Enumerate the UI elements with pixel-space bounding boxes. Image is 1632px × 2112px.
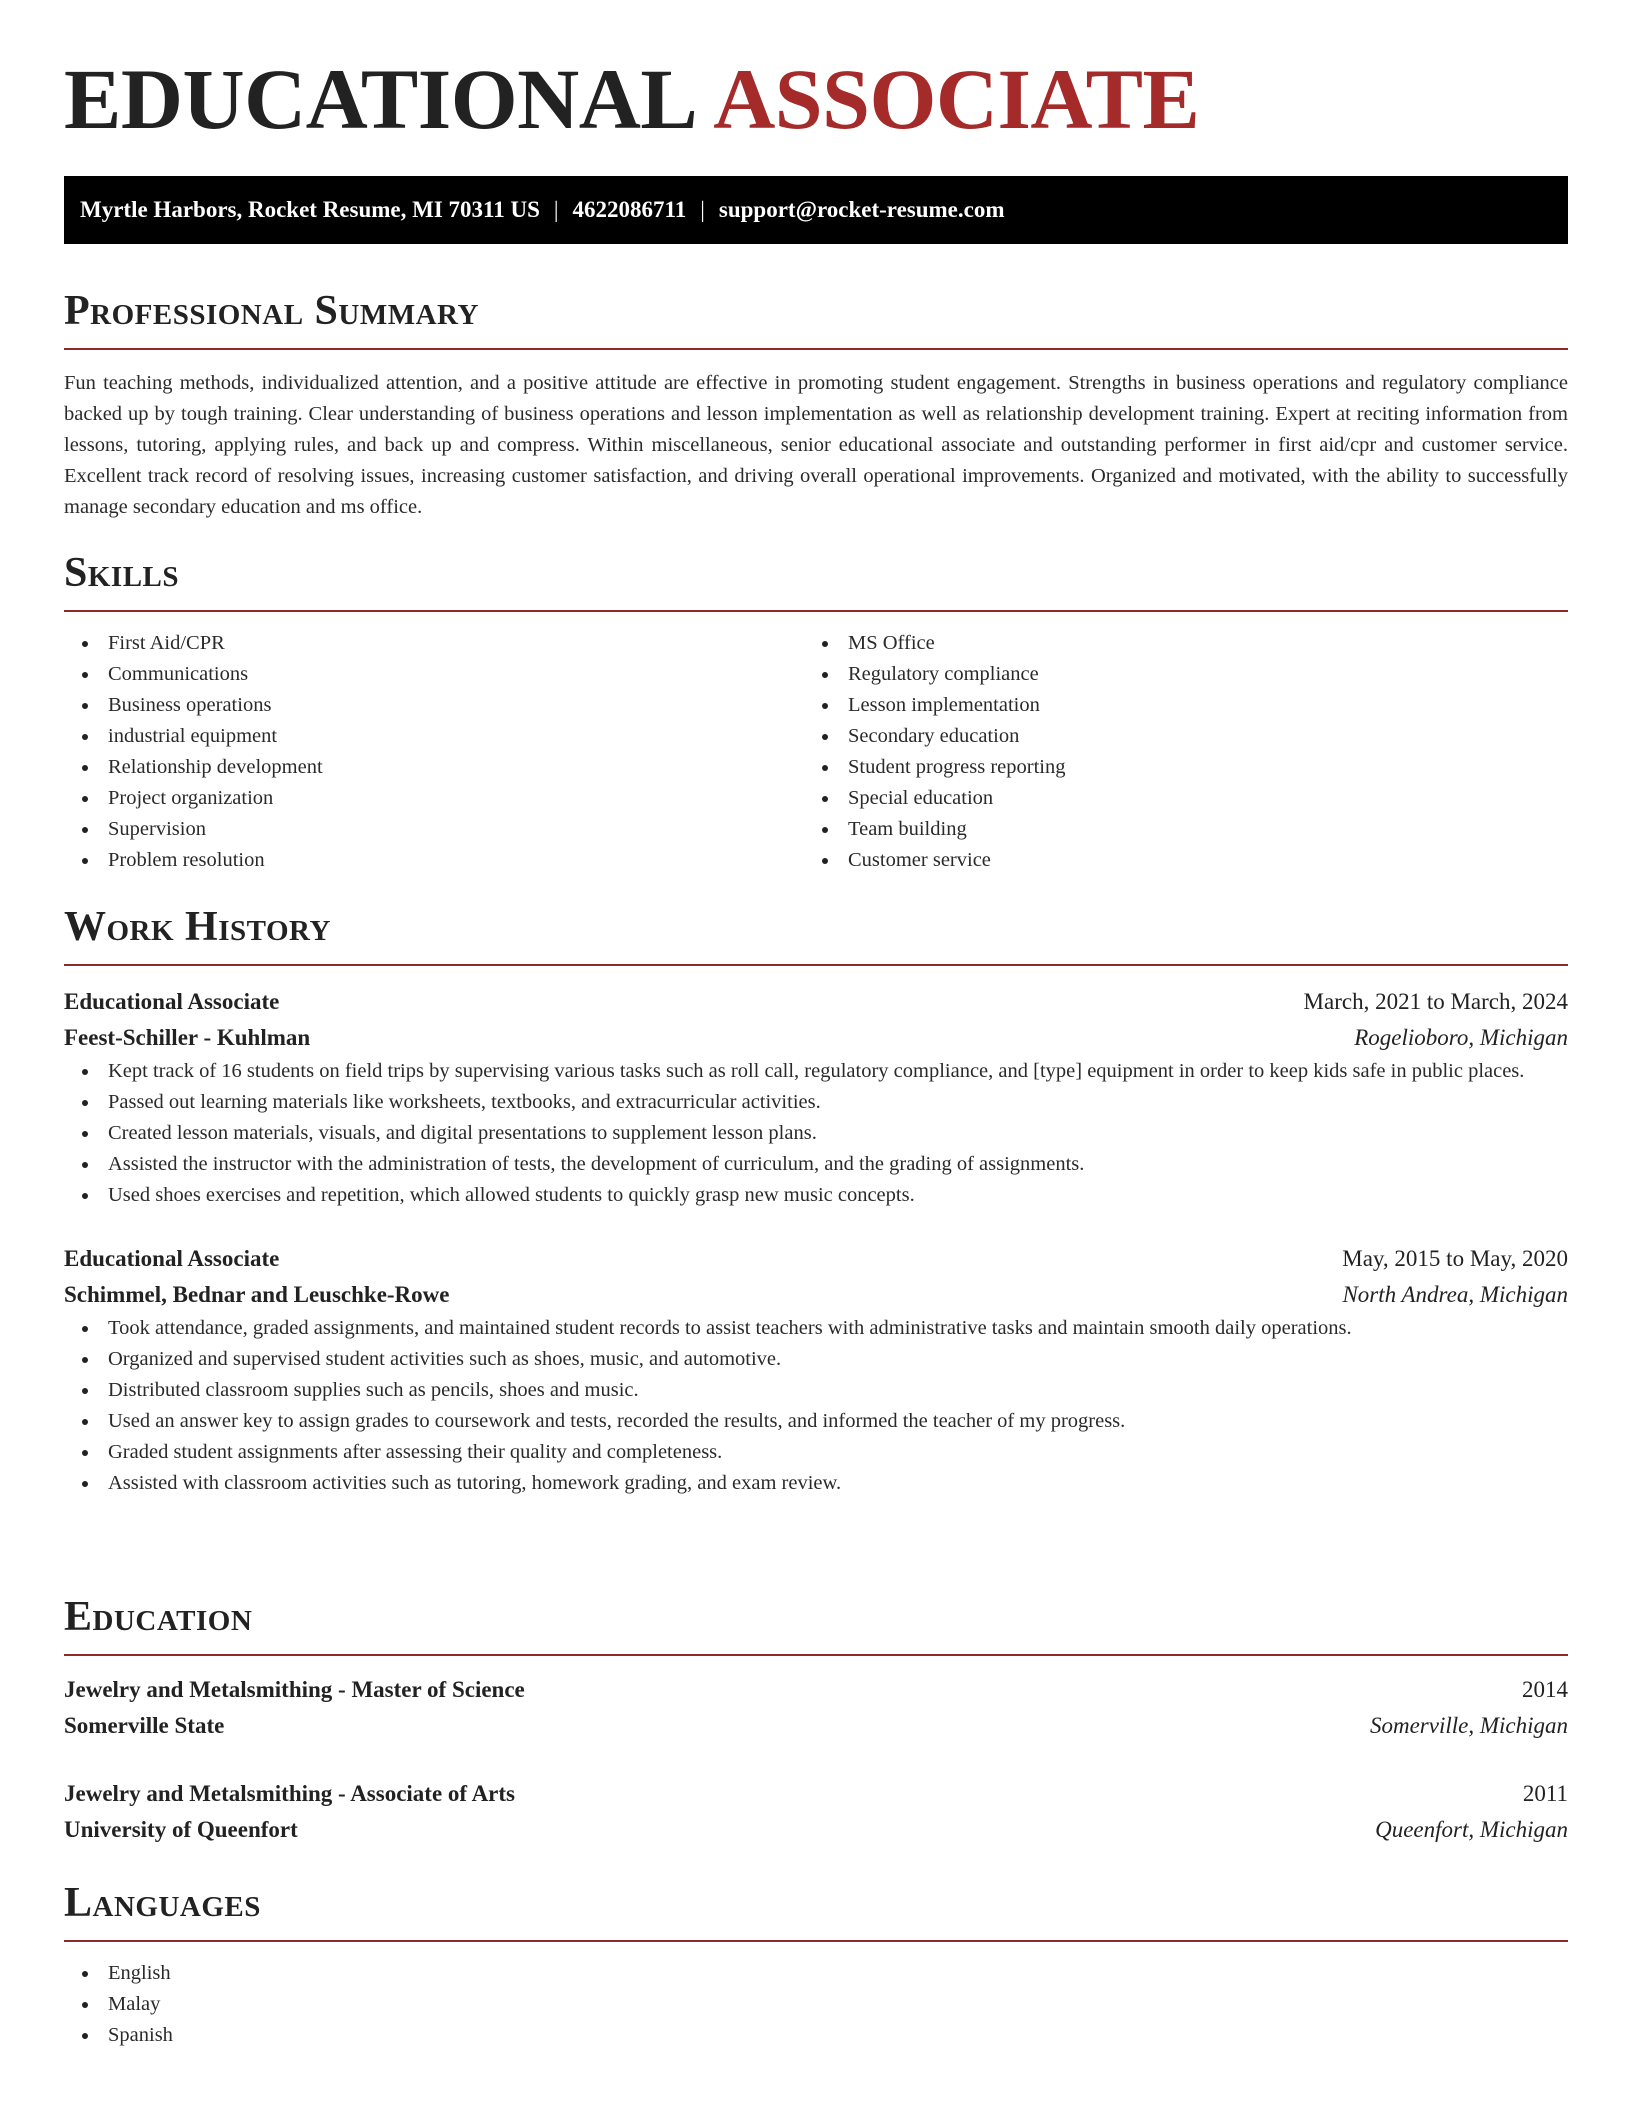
language-item: English bbox=[64, 1958, 1568, 1989]
duty-item: Passed out learning materials like worksheets, textbooks, and extracurricular activities. bbox=[64, 1087, 1568, 1118]
education-location: Somerville, Michigan bbox=[1369, 1713, 1568, 1738]
skill-item: Supervision bbox=[64, 814, 804, 845]
title-part-1: EDUCATIONAL bbox=[64, 51, 698, 147]
job-duties bbox=[64, 1056, 1568, 1211]
duty-item: Graded student assignments after assessing their quality and completeness. bbox=[64, 1437, 1568, 1468]
education-degree: Jewelry and Metalsmithing - Associate of Arts bbox=[64, 1781, 515, 1806]
work-heading: Work History bbox=[64, 904, 331, 950]
duty-item: Took attendance, graded assignments, and maintained student records to assist teachers with administrative tasks and maintain smooth daily operations. bbox=[64, 1313, 1568, 1344]
language-item: Malay bbox=[64, 1989, 1568, 2020]
job-entry bbox=[64, 1241, 1568, 1499]
education-header bbox=[64, 1672, 1568, 1708]
section-divider bbox=[64, 1654, 1568, 1656]
education-subheader bbox=[64, 1812, 1568, 1848]
skill-item: Secondary education bbox=[804, 721, 1544, 752]
job-subheader bbox=[64, 1020, 1568, 1056]
skill-item: Special education bbox=[804, 783, 1544, 814]
job-header bbox=[64, 984, 1568, 1020]
work-section bbox=[64, 906, 1568, 1499]
education-section bbox=[64, 1596, 1568, 1848]
skill-item: MS Office bbox=[804, 628, 1544, 659]
skill-item: Business operations bbox=[64, 690, 804, 721]
duty-item: Kept track of 16 students on field trips by supervising various tasks such as roll call, regulatory compliance, and [type] equipment in order to keep kids safe in public places. bbox=[64, 1056, 1568, 1087]
education-header bbox=[64, 1776, 1568, 1812]
skill-item: First Aid/CPR bbox=[64, 628, 804, 659]
skill-item: Team building bbox=[804, 814, 1544, 845]
education-year: 2011 bbox=[1522, 1781, 1568, 1806]
duty-item: Created lesson materials, visuals, and digital presentations to supplement lesson plans. bbox=[64, 1118, 1568, 1149]
summary-text: Fun teaching methods, individualized attention, and a positive attitude are effective in promoting student engagement. Strengths in business operations and regulatory compliance backed up by tough training. Clear understanding of business operations and lesson implementation as well as relationship development training. Expert at reciting information from lessons, tutoring, applying rules, and back up and compress. Within miscellaneous, senior educational associate and outstanding performer in first aid/cpr and customer service. Excellent track record of resolving issues, increasing customer satisfaction, and driving overall operational improvements. Organized and motivated, with the ability to successfully manage secondary education and ms office. bbox=[64, 372, 1568, 518]
education-heading: Education bbox=[64, 1594, 253, 1640]
title-part-2: ASSOCIATE bbox=[713, 51, 1200, 147]
skill-item: Regulatory compliance bbox=[804, 659, 1544, 690]
contact-address: Myrtle Harbors, Rocket Resume, MI 70311 US bbox=[80, 197, 540, 222]
contact-phone: 4622086711 bbox=[572, 197, 687, 222]
section-divider bbox=[64, 610, 1568, 612]
summary-section bbox=[64, 290, 1568, 523]
duty-item: Distributed classroom supplies such as pencils, shoes and music. bbox=[64, 1375, 1568, 1406]
skill-item: Relationship development bbox=[64, 752, 804, 783]
duty-item: Assisted with classroom activities such as tutoring, homework grading, and exam review. bbox=[64, 1468, 1568, 1499]
job-dates: March, 2021 to March, 2024 bbox=[1303, 989, 1568, 1014]
contact-separator: | bbox=[700, 197, 705, 222]
skills-list-right bbox=[804, 628, 1544, 876]
languages-section bbox=[64, 1882, 1568, 2051]
job-location: North Andrea, Michigan bbox=[1342, 1282, 1568, 1307]
languages-heading: Languages bbox=[64, 1880, 261, 1926]
contact-email: support@rocket-resume.com bbox=[718, 197, 1005, 222]
skills-section bbox=[64, 552, 1568, 876]
job-header bbox=[64, 1241, 1568, 1277]
education-location: Queenfort, Michigan bbox=[1375, 1817, 1568, 1842]
education-degree: Jewelry and Metalsmithing - Master of Science bbox=[64, 1677, 525, 1702]
contact-bar bbox=[64, 176, 1568, 244]
job-entry bbox=[64, 984, 1568, 1211]
job-location: Rogelioboro, Michigan bbox=[1354, 1025, 1568, 1050]
education-entry bbox=[64, 1776, 1568, 1848]
skills-columns bbox=[64, 628, 1568, 876]
job-company: Feest-Schiller - Kuhlman bbox=[64, 1025, 311, 1050]
job-duties bbox=[64, 1313, 1568, 1499]
duty-item: Used an answer key to assign grades to coursework and tests, recorded the results, and informed the teacher of my progress. bbox=[64, 1406, 1568, 1437]
job-company: Schimmel, Bednar and Leuschke-Rowe bbox=[64, 1282, 450, 1307]
section-divider bbox=[64, 348, 1568, 350]
skill-item: Project organization bbox=[64, 783, 804, 814]
contact-separator: | bbox=[553, 197, 559, 222]
job-dates: May, 2015 to May, 2020 bbox=[1342, 1246, 1568, 1271]
skill-item: Customer service bbox=[804, 845, 1544, 876]
education-entry bbox=[64, 1672, 1568, 1744]
skill-item: Communications bbox=[64, 659, 804, 690]
summary-heading: Professional Summary bbox=[64, 288, 479, 334]
skill-item: Student progress reporting bbox=[804, 752, 1544, 783]
duty-item: Assisted the instructor with the administration of tests, the development of curriculum, and the grading of assignments. bbox=[64, 1149, 1568, 1180]
skill-item: Lesson implementation bbox=[804, 690, 1544, 721]
skills-list-left bbox=[64, 628, 804, 876]
education-school: Somerville State bbox=[64, 1713, 225, 1738]
skills-heading: Skills bbox=[64, 550, 180, 596]
skill-item: industrial equipment bbox=[64, 721, 804, 752]
duty-item: Used shoes exercises and repetition, which allowed students to quickly grasp new music concepts. bbox=[64, 1180, 1568, 1211]
job-role: Educational Associate bbox=[64, 1246, 280, 1271]
education-subheader bbox=[64, 1708, 1568, 1744]
education-school: University of Queenfort bbox=[64, 1817, 298, 1842]
languages-list bbox=[64, 1958, 1568, 2051]
section-divider bbox=[64, 964, 1568, 966]
section-divider bbox=[64, 1940, 1568, 1942]
job-subheader bbox=[64, 1277, 1568, 1313]
page-title bbox=[64, 51, 1200, 147]
language-item: Spanish bbox=[64, 2020, 1568, 2051]
duty-item: Organized and supervised student activities such as shoes, music, and automotive. bbox=[64, 1344, 1568, 1375]
skill-item: Problem resolution bbox=[64, 845, 804, 876]
education-year: 2014 bbox=[1522, 1677, 1568, 1702]
job-role: Educational Associate bbox=[64, 989, 280, 1014]
